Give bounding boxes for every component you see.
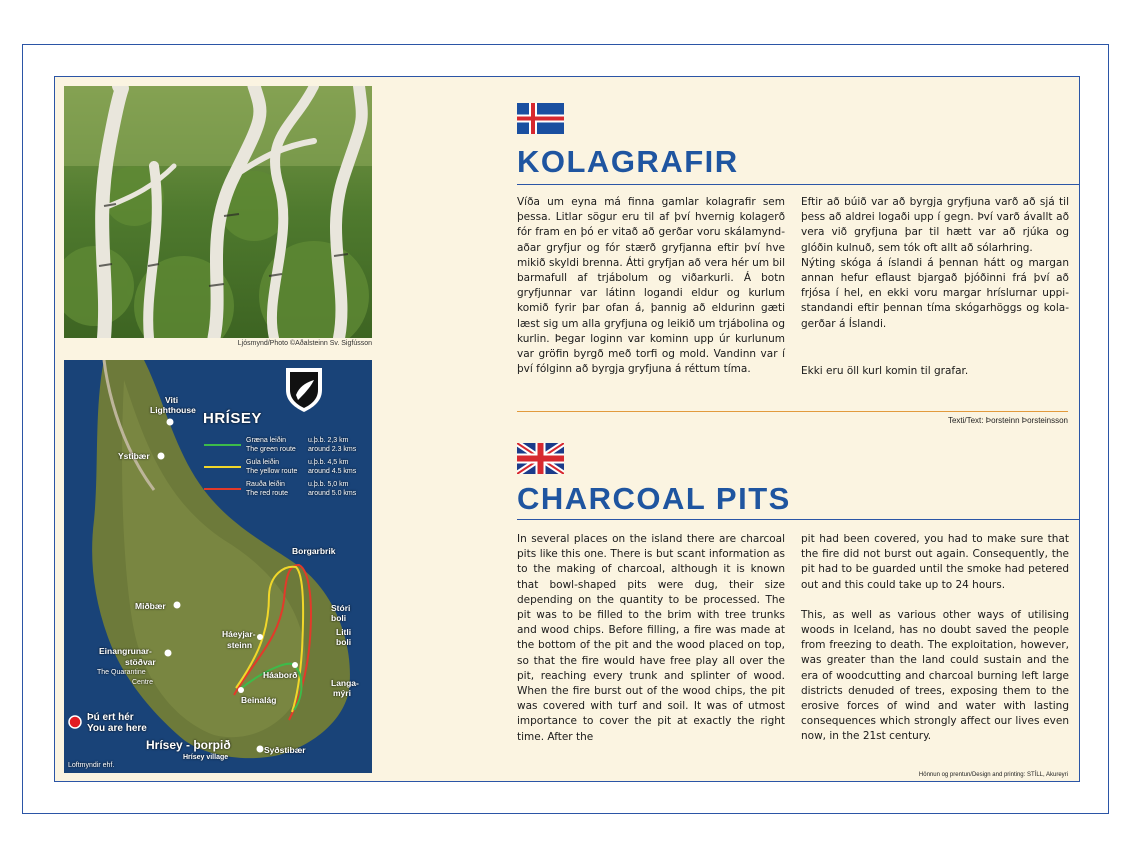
label-haabord: Háaborð [263,670,298,680]
label-viti: Viti [165,395,179,405]
label-beinalag: Beinalág [241,695,277,705]
text-credit: Texti/Text: Þorsteinn Þorsteinsson [947,416,1068,425]
legend-green-is: Græna leiðin [246,437,287,444]
english-para-2: pit had been covered, you had to make sure that the fire did not burst out again. Consequently, the pit had to be guarded until the smoke had petered out and this could take up to 24 hours. [801,533,1069,591]
label-stori-boli: boli [331,613,347,623]
label-midbaer: Miðbær [135,601,166,611]
iceland-flag-icon [517,103,564,134]
label-borgarbrik: Borgarbrik [292,546,336,556]
label-haeyjarsteinn-2: steinn [227,640,253,650]
legend-red-is-dist: u.þ.b. 5,0 km [308,481,349,488]
legend-green-en: The green route [246,446,296,453]
you-are-here-is: Þú ert hér [87,712,134,723]
label-litli-boli: boli [336,637,352,647]
legend-yellow-is: Gula leiðin [246,459,280,466]
label-haeyjarsteinn: Háeyjar- [222,629,256,639]
legend-yellow-en-dist: around 4.5 kms [308,468,357,475]
map-credit: Loftmyndir ehf. [68,762,115,769]
english-col-2 [801,532,1069,745]
icelandic-para-1: Víða um eyna má finna gamlar kolagrafir sem þessa. Litlar sögur eru til af því hvernig kolagerð fór fram en þó er vitað að gerðar voru skálamynd-aðar gryfjur og fór stærð gryfjanna eftir því hve mikið skyldi brenna. Átti gryfjan að vera hér um bil barmafull af trjábolum og viðarkurli. Á botn gryfjunnar var látinn logandi eldur og kurlum komið fyrir þar ofan á, þannig að eldurinn gæti læst sig um alla gryfjuna og leikið um trjábolina og kurlin. Þegar loginn var kominn upp úr kurlunum var gröfin byrgð með torfi og mold. Vandinn var í því fólginn að byrgja gryfjuna á réttum tíma. [517,196,785,376]
legend-red-en: The red route [246,490,289,497]
label-ystibaer: Ystibær [118,451,150,461]
design-credit: Hönnun og prentun/Design and printing: STÍLL, Akureyri [918,772,1068,778]
label-village-en: Hrísey village [183,754,229,761]
label-stori: Stóri [331,603,351,613]
legend-red-en-dist: around 5.0 kms [308,490,357,497]
label-quarantine: The Quarantine [97,669,146,676]
label-lighthouse: Lighthouse [150,405,196,415]
label-stodvar: stöðvar [125,657,156,667]
icelandic-col-1 [517,195,785,377]
legend-green-is-dist: u.þ.b. 2,3 km [308,437,349,444]
label-sydstibaer: Syðstibær [264,745,306,755]
label-village: Hrísey - þorpið [146,738,231,752]
icelandic-para-3: Nýting skóga á íslandi á þennan hátt og margan annan hefur eflaust bjargað þjóðinni frá því að frjósa í hel, en ekki voru margar hríslurnar uppi-standandi eftir þennan tíma skógarhöggs og kola-gerðar á Íslandi. [801,256,1069,330]
label-quarantine-centre: Centre [132,679,154,686]
icelandic-col-2 [801,195,1069,379]
label-einangrunar: Einangrunar- [99,646,152,656]
english-title: CHARCOAL PITS [517,481,791,516]
label-langamyri-2: mýri [333,688,351,698]
you-are-here-en: You are here [87,723,147,734]
title-rule-en [517,519,1079,520]
icelandic-para-4: Ekki eru öll kurl komin til grafar. [801,364,969,377]
legend-green-en-dist: around 2.3 kms [308,446,357,453]
title-rule-is [517,184,1079,185]
label-langamyri: Langa- [331,678,359,688]
uk-flag-icon [517,443,564,474]
legend-yellow-is-dist: u.þ.b. 4,5 km [308,459,349,466]
legend-red-is: Rauða leiðin [246,481,285,488]
photo-credit: Ljósmynd/Photo ©Aðalsteinn Sv. Sigfússon [237,340,372,347]
icelandic-title: KOLAGRAFIR [517,144,739,179]
legend-yellow-en: The yellow route [246,468,298,475]
english-col-1 [517,532,785,745]
birch-forest-photo [64,86,372,338]
section-divider [517,411,1068,412]
english-para-3: This, as well as various other ways of utilising woods in Iceland, has no doubt saved the people from freezing to death. The exploitation, however, was greater than the land could sustain and the era of woodcutting and charcoal burning left large districts denuded of trees, exposing them to the erosive forces of wind and water with lasting consequences which strongly affect our lives even now, in the 21st century. [801,608,1069,743]
label-litli: Litli [336,627,352,637]
map-title: HRÍSEY [203,410,262,427]
icelandic-para-2: Eftir að búið var að byrgja gryfjuna varð að sjá til þess að aldrei logaði upp í gegn. Því varð ávallt að vera við gryfjuna þar til hætt var að rjúka og glóðin kulnuð, sem tók oft allt að sólarhring. [801,196,1069,254]
english-para-1: In several places on the island there are charcoal pits like this one. There is but scant information as to the making of charcoal, although it is known that bowl-shaped pits were dug, their size depending on the quantity to be processed. The pit was to be filled to the brim with tree trunks and wood chips. Before filling, a fire was made at the bottom of the pit and the wood placed on top, so that the fire would have free play all over the pit, reaching every trunk and splinter of wood. When the fire burst out of the wood chips, the pit was covered with turf and soil. It was of utmost importance to cover the pit at exactly the right time. After the [517,533,785,743]
